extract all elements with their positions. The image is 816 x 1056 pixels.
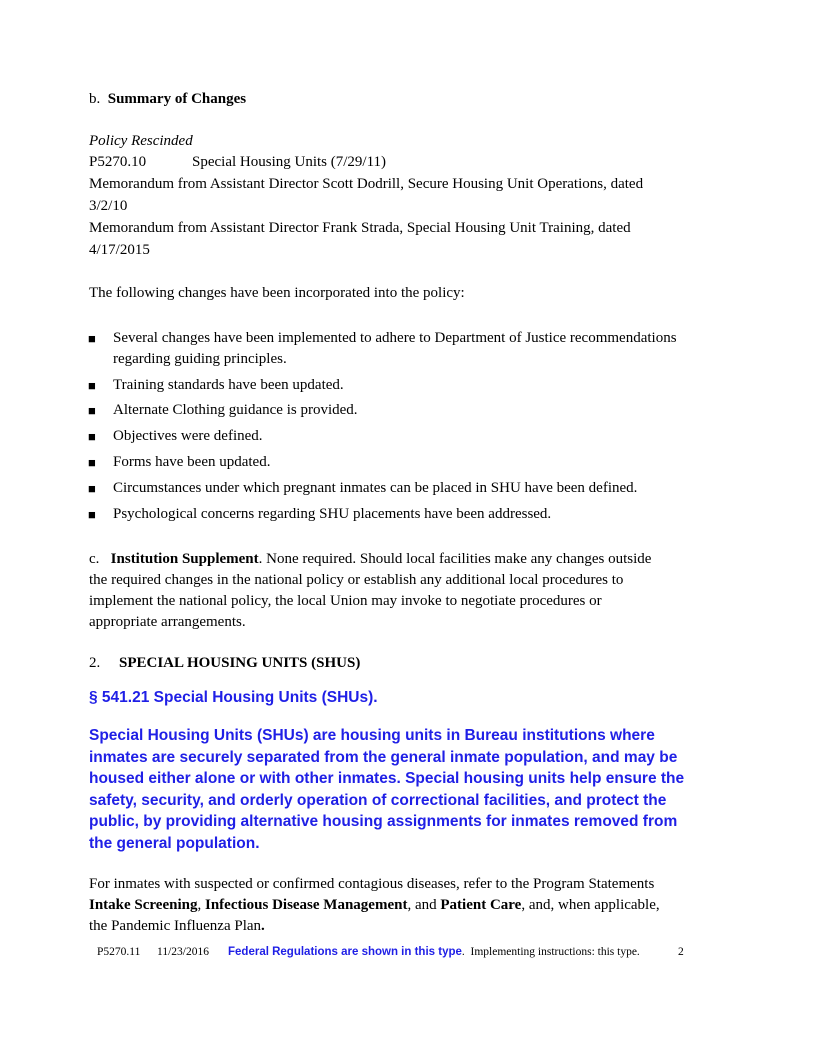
page-number: 2	[678, 946, 684, 958]
regulation-text-line: Special Housing Units (SHUs) are housing units in Bureau institutions where	[89, 727, 655, 744]
institution-supplement-heading: Institution Supplement	[110, 551, 259, 567]
memo-strada-line2: 4/17/2015	[89, 242, 150, 258]
list-item-text: Forms have been updated.	[113, 454, 271, 470]
changes-intro: The following changes have been incorporated into the policy:	[89, 285, 465, 301]
rescinded-policy-number: P5270.10	[89, 154, 147, 170]
memo-dodrill-line2: 3/2/10	[89, 198, 128, 214]
separator: , and	[407, 897, 441, 913]
contagious-line2-rest: , and, when applicable,	[521, 897, 660, 913]
bullet-square-icon: ■	[88, 378, 96, 393]
bullet-square-icon: ■	[88, 481, 96, 496]
list-item-text: Alternate Clothing guidance is provided.	[113, 402, 358, 418]
list-item-text: Training standards have been updated.	[113, 377, 344, 393]
section-2-heading	[89, 655, 360, 672]
regulation-text-line: the general population.	[89, 835, 260, 852]
institution-supplement-line1	[89, 551, 651, 568]
separator: ,	[197, 897, 205, 913]
list-item-text: Circumstances under which pregnant inmates can be placed in SHU have been defined.	[113, 480, 638, 496]
pandemic-plan-text: the Pandemic Influenza Plan	[89, 918, 262, 934]
regulation-text-line: inmates are securely separated from the general inmate population, and may be	[89, 749, 678, 766]
section-b-heading	[89, 91, 246, 108]
section-title: Summary of Changes	[107, 91, 247, 107]
list-item-continuation: regarding guiding principles.	[113, 351, 287, 367]
footer-implementing: Implementing instructions: this type.	[470, 946, 640, 958]
section-marker: b.	[89, 91, 101, 107]
bullet-square-icon: ■	[88, 507, 96, 522]
policy-rescinded-label: Policy Rescinded	[89, 133, 193, 149]
list-item-text: Objectives were defined.	[113, 428, 263, 444]
section-marker: c.	[89, 551, 100, 567]
regulation-text-line: housed either alone or with other inmates. Special housing units help ensure the	[89, 770, 685, 787]
footer-doc-number: P5270.11	[97, 946, 141, 958]
ref-intake-screening: Intake Screening	[89, 897, 198, 913]
regulation-text-line: public, by providing alternative housing assignments for inmates removed from	[89, 813, 678, 830]
ref-infectious-disease-management: Infectious Disease Management	[204, 897, 408, 913]
period: .	[261, 918, 265, 934]
institution-supplement-line3: implement the national policy, the local Union may invoke to negotiate procedures or	[89, 593, 602, 609]
footer-federal-regulations: Federal Regulations are shown in this type	[228, 946, 462, 958]
institution-supplement-line2: the required changes in the national policy or establish any additional local procedures to	[89, 572, 624, 588]
section-number: 2.	[89, 655, 101, 671]
memo-strada-line1: Memorandum from Assistant Director Frank Strada, Special Housing Unit Training, dated	[89, 220, 631, 236]
list-item-text: Several changes have been implemented to adhere to Department of Justice recommendations	[113, 330, 677, 346]
contagious-line2	[89, 897, 660, 914]
bullet-square-icon: ■	[88, 455, 96, 470]
rescinded-policy-title: Special Housing Units (7/29/11)	[192, 154, 387, 170]
ref-patient-care: Patient Care	[440, 897, 522, 913]
bullet-square-icon: ■	[88, 331, 96, 346]
footer-legend	[228, 946, 640, 958]
contagious-line3	[89, 918, 265, 935]
regulation-heading: § 541.21 Special Housing Units (SHUs).	[89, 689, 378, 706]
institution-supplement-line4: appropriate arrangements.	[89, 614, 246, 630]
footer-date: 11/23/2016	[157, 946, 209, 958]
bullet-square-icon: ■	[88, 429, 96, 444]
institution-supplement-text: . None required. Should local facilities make any changes outside	[258, 551, 652, 567]
section-2-title: SPECIAL HOUSING UNITS (SHUS)	[119, 655, 361, 671]
contagious-line1: For inmates with suspected or confirmed contagious diseases, refer to the Program Statements	[89, 876, 655, 892]
list-item-text: Psychological concerns regarding SHU placements have been addressed.	[113, 506, 552, 522]
bullet-square-icon: ■	[88, 403, 96, 418]
period: .	[461, 946, 465, 958]
regulation-text-line: safety, security, and orderly operation of correctional facilities, and protect the	[89, 792, 667, 809]
memo-dodrill-line1: Memorandum from Assistant Director Scott Dodrill, Secure Housing Unit Operations, dated	[89, 176, 644, 192]
